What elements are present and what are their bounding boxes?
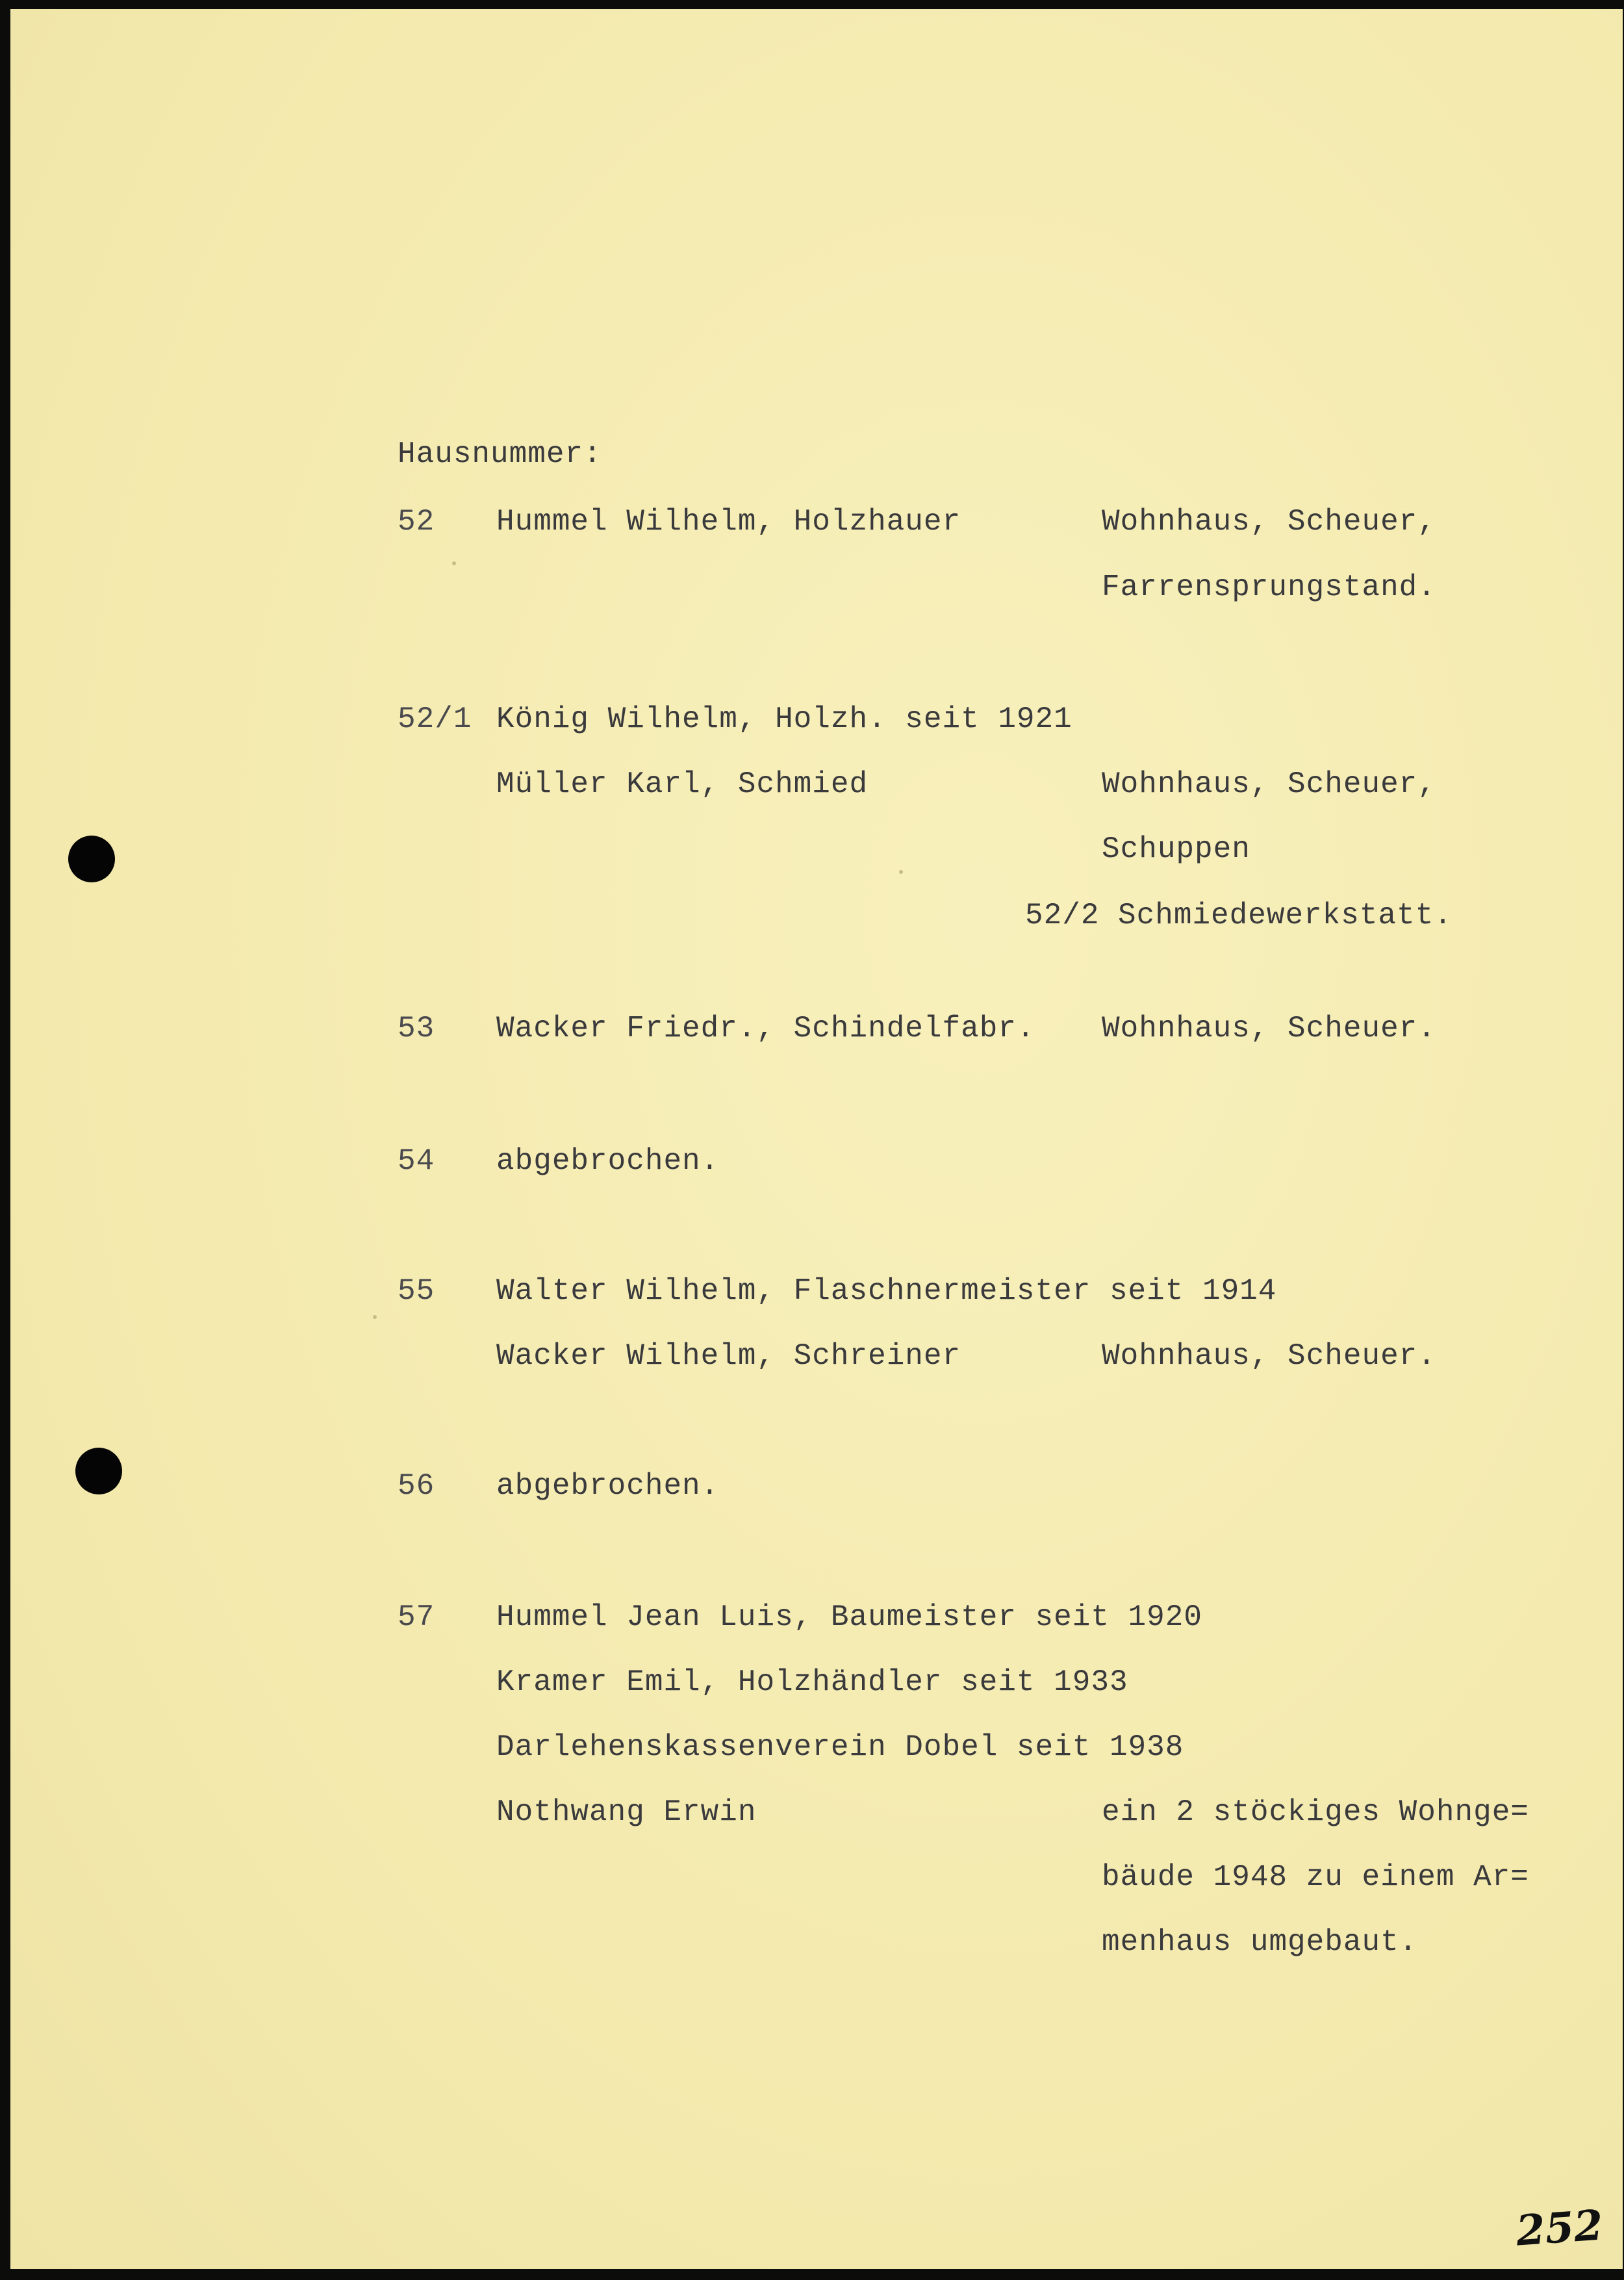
buildings-line: Farrensprungstand. — [1102, 570, 1436, 604]
buildings-line: Wohnhaus, Scheuer. — [1102, 1339, 1436, 1373]
punch-hole-top — [68, 836, 115, 882]
buildings-line: Wohnhaus, Scheuer. — [1102, 1012, 1436, 1045]
buildings-line: Wohnhaus, Scheuer, — [1102, 505, 1436, 539]
owner-line: Hummel Wilhelm, Holzhauer — [496, 505, 961, 539]
paper-speck — [899, 870, 903, 874]
paper-speck — [452, 561, 456, 565]
buildings-line: bäude 1948 zu einem Ar= — [1102, 1860, 1529, 1894]
house-number-55: 55 — [398, 1274, 435, 1308]
owner-line: Müller Karl, Schmied — [496, 767, 869, 801]
status-line: abgebrochen. — [496, 1469, 720, 1503]
buildings-line: menhaus umgebaut. — [1102, 1925, 1418, 1959]
buildings-line: 52/2 Schmiedewerkstatt. — [1025, 899, 1453, 932]
owner-line: Wacker Wilhelm, Schreiner — [496, 1339, 961, 1373]
house-number-56: 56 — [398, 1469, 435, 1503]
punch-hole-bottom — [75, 1448, 122, 1494]
owner-line: Hummel Jean Luis, Baumeister seit 1920 — [496, 1600, 1202, 1634]
buildings-line: Schuppen — [1102, 832, 1250, 866]
owner-line: Nothwang Erwin — [496, 1795, 757, 1829]
buildings-line: ein 2 stöckiges Wohnge= — [1102, 1795, 1529, 1829]
owner-line: Darlehenskassenverein Dobel seit 1938 — [496, 1730, 1184, 1764]
owner-line: Kramer Emil, Holzhändler seit 1933 — [496, 1665, 1128, 1699]
status-line: abgebrochen. — [496, 1144, 720, 1178]
house-number-52: 52 — [398, 505, 435, 539]
house-number-57: 57 — [398, 1600, 435, 1634]
owner-line: Wacker Friedr., Schindelfabr. — [496, 1012, 1035, 1045]
house-number-54: 54 — [398, 1144, 435, 1178]
page-number: 252 — [1514, 2201, 1605, 2256]
house-number-52-1: 52/1 — [398, 702, 472, 736]
paper-speck — [373, 1315, 377, 1319]
owner-line: König Wilhelm, Holzh. seit 1921 — [496, 702, 1072, 736]
buildings-line: Wohnhaus, Scheuer, — [1102, 767, 1436, 801]
house-number-53: 53 — [398, 1012, 435, 1045]
document-page — [10, 9, 1623, 2269]
header-label: Hausnummer: — [398, 437, 602, 471]
owner-line: Walter Wilhelm, Flaschnermeister seit 1914 — [496, 1274, 1277, 1308]
